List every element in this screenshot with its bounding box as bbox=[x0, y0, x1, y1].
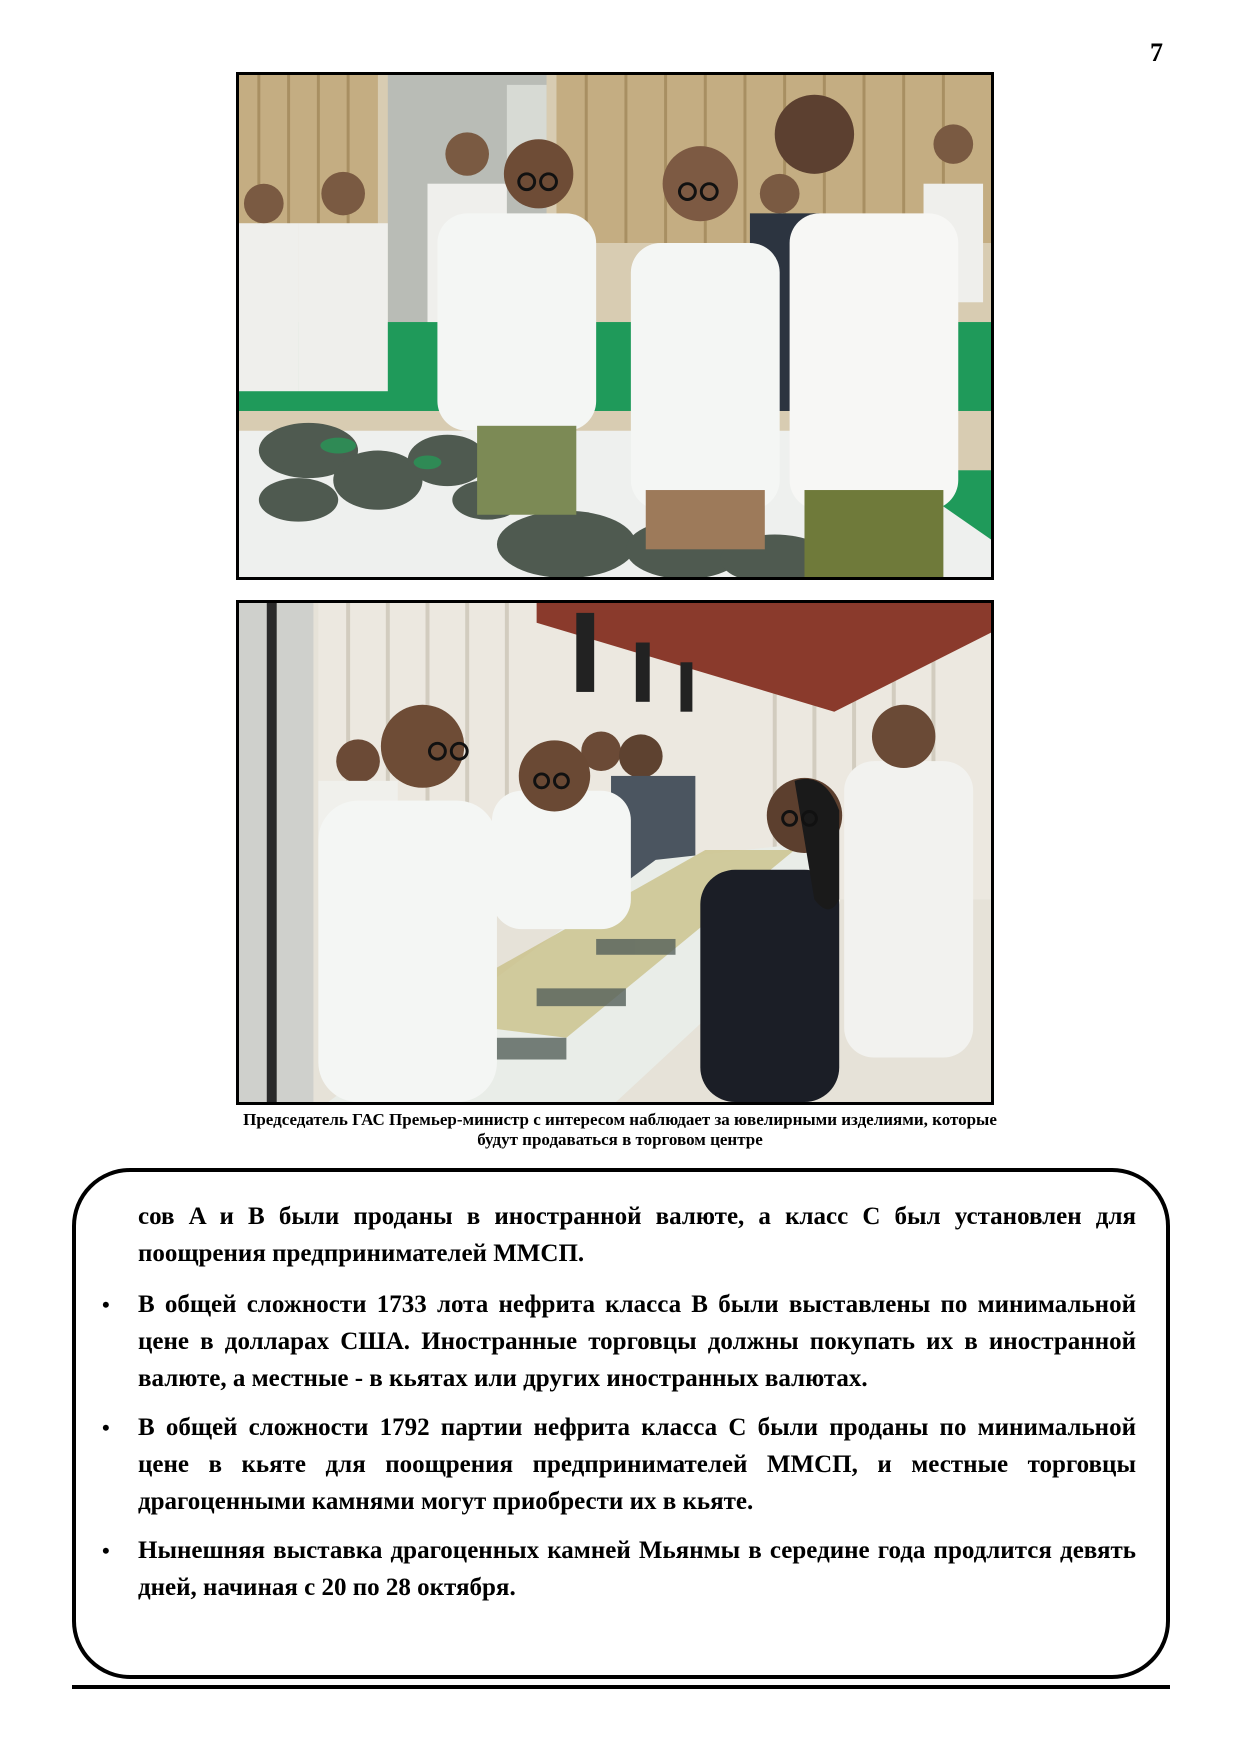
photo-jade-inspection-image bbox=[239, 75, 991, 577]
list-item bbox=[102, 1409, 1136, 1520]
bullet-icon: • bbox=[102, 1415, 110, 1440]
list-item-text: Нынешняя выставка драгоценных камней Мьянмы в середине года продлится девять дней, начиная с 20 по 28 октября. bbox=[138, 1537, 1136, 1601]
bullet-icon: • bbox=[102, 1292, 110, 1317]
caption-line-2: будут продаваться в торговом центре bbox=[477, 1130, 763, 1149]
photo-jewellery-counter bbox=[236, 600, 994, 1105]
bullet-list bbox=[102, 1286, 1136, 1606]
list-item-text: В общей сложности 1792 партии нефрита класса C были проданы по минимальной цене в кьяте для поощрения предпринимателей ММСП, и местные торговцы драгоценными камнями могут приобрести их в кьяте. bbox=[138, 1414, 1136, 1515]
continuation-paragraph: сов A и B были проданы в иностранной валюте, а класс С был установлен для поощрения предпринимателей ММСП. bbox=[138, 1203, 1136, 1267]
photo-jewellery-counter-image bbox=[239, 603, 991, 1102]
list-item bbox=[102, 1286, 1136, 1397]
page-number: 7 bbox=[1150, 38, 1163, 67]
list-item bbox=[102, 1532, 1136, 1606]
bottom-rule bbox=[72, 1685, 1170, 1689]
bullet-icon: • bbox=[102, 1538, 110, 1563]
caption-line-1: Председатель ГАС Премьер-министр с интересом наблюдает за ювелирными изделиями, которые bbox=[243, 1110, 997, 1129]
content-box bbox=[72, 1168, 1170, 1679]
list-item-text: В общей сложности 1733 лота нефрита класса B были выставлены по минимальной цене в долларах США. Иностранные торговцы должны покупать их в иностранной валюте, а местные - в кьятах или других иностранных валютах. bbox=[138, 1291, 1136, 1392]
photo-caption bbox=[100, 1110, 1140, 1150]
photo-jade-inspection bbox=[236, 72, 994, 580]
